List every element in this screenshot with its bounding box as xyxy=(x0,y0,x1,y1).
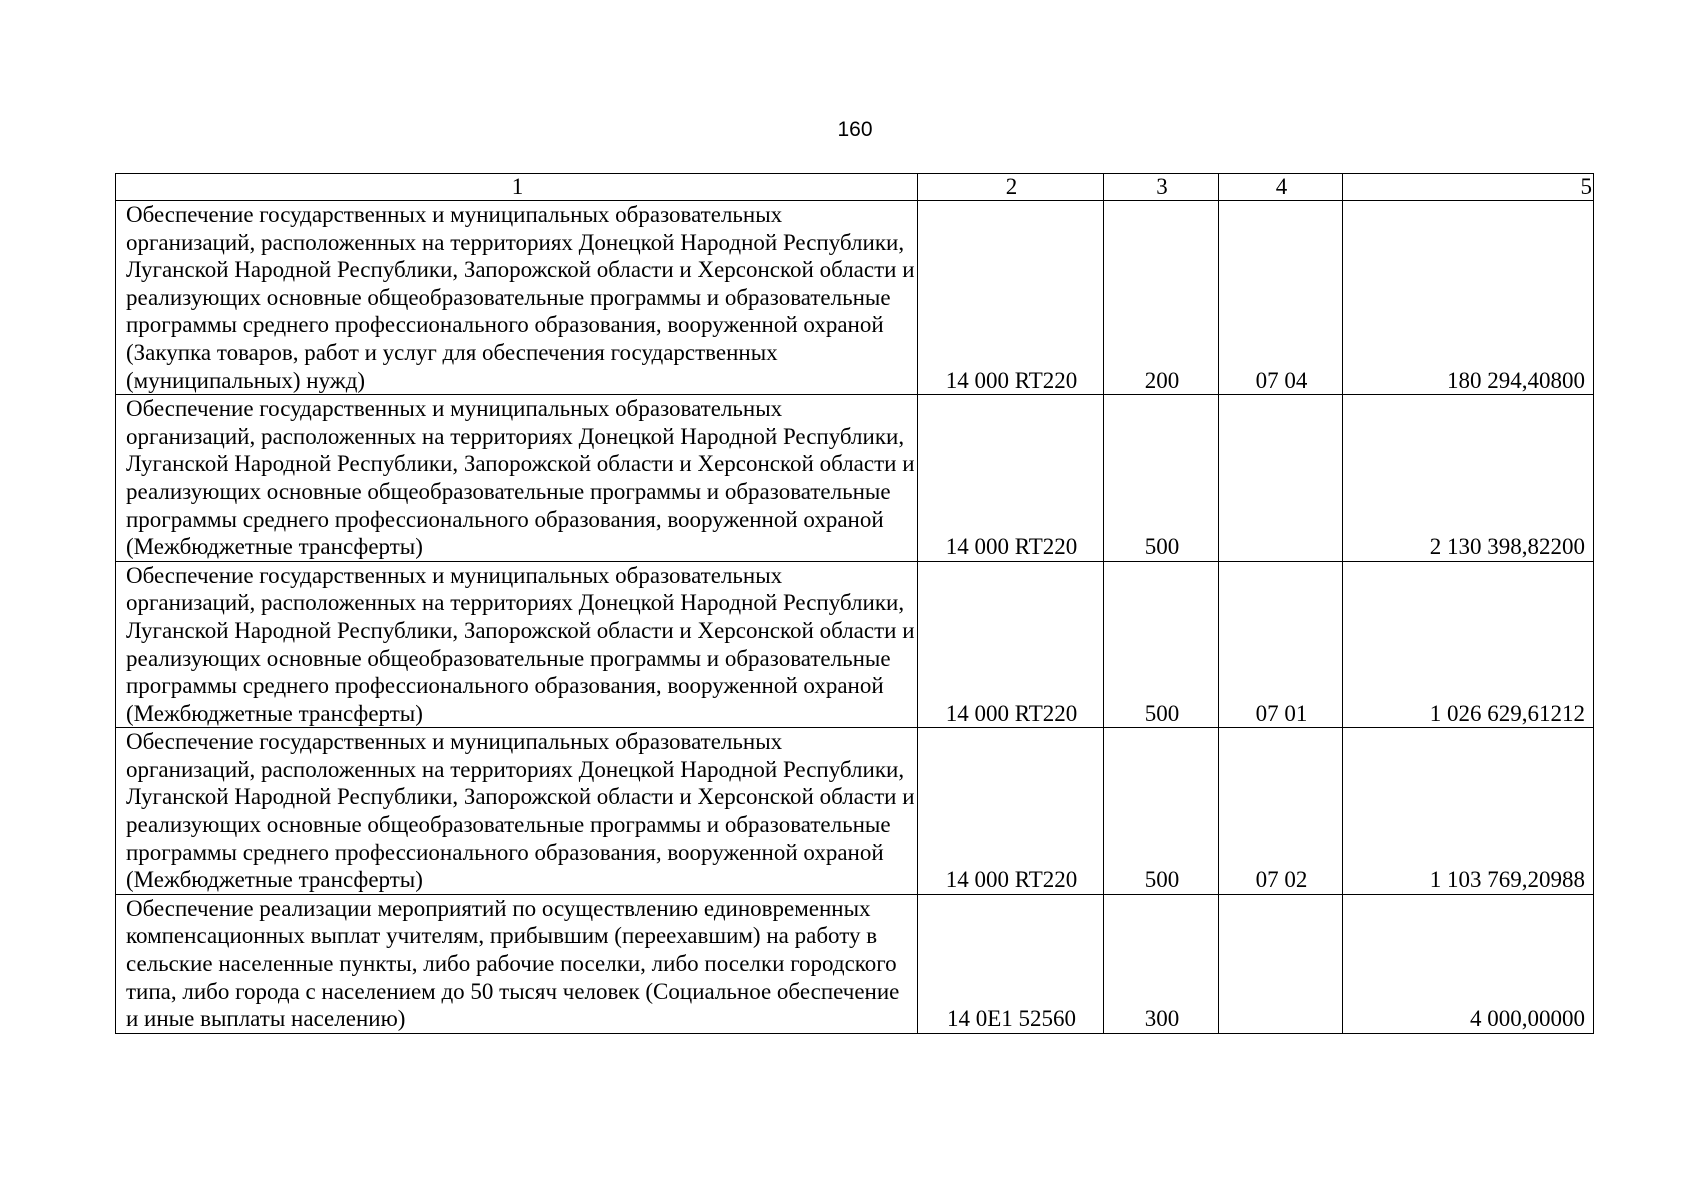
row-expense-group: 500 xyxy=(1104,561,1219,728)
row-expense-group: 200 xyxy=(1104,201,1219,395)
row-target-code: 14 000 RT220 xyxy=(918,395,1104,562)
description-text: Обеспечение реализации мероприятий по осуществлению единовременных компенсационных выплат учителям, прибывшим (переехавшим) на работу в сельские населенные пункты, либо рабочие поселки, либо поселки городского типа, либо города с населением до 50 тысяч человек (Социальное обеспечение и иные выплаты населению) xyxy=(126,895,900,1032)
page-number: 160 xyxy=(837,118,873,141)
header-row xyxy=(116,174,1594,201)
row-description xyxy=(116,728,918,895)
row-section-code xyxy=(1219,395,1343,562)
row-section-code xyxy=(1219,894,1343,1033)
row-amount: 1 026 629,61212 xyxy=(1343,561,1594,728)
row-amount: 4 000,00000 xyxy=(1343,894,1594,1033)
row-expense-group: 500 xyxy=(1104,395,1219,562)
description-text: Обеспечение государственных и муниципальных образовательных организаций, расположенных на территориях Донецкой Народной Республики, Луганской Народной Республики, Запорожской области и Херсонской области и реализующих основные общеобразовательные программы и образовательные программы среднего профессионального образования, вооруженной охраной (Межбюджетные трансферты) xyxy=(126,396,915,560)
row-target-code: 14 000 RT220 xyxy=(918,201,1104,395)
row-section-code: 07 02 xyxy=(1219,728,1343,895)
row-amount: 1 103 769,20988 xyxy=(1343,728,1594,895)
table-row xyxy=(116,894,1594,1033)
column-number-4: 4 xyxy=(1219,174,1343,201)
column-number-1: 1 xyxy=(116,174,918,201)
row-amount: 180 294,40800 xyxy=(1343,201,1594,395)
description-text: Обеспечение государственных и муниципальных образовательных организаций, расположенных на территориях Донецкой Народной Республики, Луганской Народной Республики, Запорожской области и Херсонской области и реализующих основные общеобразовательные программы и образовательные программы среднего профессионального образования, вооруженной охраной (Закупка товаров, работ и услуг для обеспечения государственных (муниципальных) нужд) xyxy=(126,202,915,393)
row-amount: 2 130 398,82200 xyxy=(1343,395,1594,562)
column-number-5: 5 xyxy=(1343,174,1594,201)
row-section-code: 07 04 xyxy=(1219,201,1343,395)
table-row xyxy=(116,728,1594,895)
row-target-code: 14 000 RT220 xyxy=(918,728,1104,895)
row-expense-group: 500 xyxy=(1104,728,1219,895)
column-number-2: 2 xyxy=(918,174,1104,201)
table-row xyxy=(116,561,1594,728)
row-description xyxy=(116,395,918,562)
description-text: Обеспечение государственных и муниципальных образовательных организаций, расположенных на территориях Донецкой Народной Республики, Луганской Народной Республики, Запорожской области и Херсонской области и реализующих основные общеобразовательные программы и образовательные программы среднего профессионального образования, вооруженной охраной (Межбюджетные трансферты) xyxy=(126,729,915,893)
row-expense-group: 300 xyxy=(1104,894,1219,1033)
table-row xyxy=(116,395,1594,562)
row-target-code: 14 000 RT220 xyxy=(918,561,1104,728)
row-description xyxy=(116,561,918,728)
row-target-code: 14 0E1 52560 xyxy=(918,894,1104,1033)
row-description xyxy=(116,894,918,1033)
row-description xyxy=(116,201,918,395)
row-section-code: 07 01 xyxy=(1219,561,1343,728)
table-row xyxy=(116,201,1594,395)
column-number-3: 3 xyxy=(1104,174,1219,201)
description-text: Обеспечение государственных и муниципальных образовательных организаций, расположенных на территориях Донецкой Народной Республики, Луганской Народной Республики, Запорожской области и Херсонской области и реализующих основные общеобразовательные программы и образовательные программы среднего профессионального образования, вооруженной охраной (Межбюджетные трансферты) xyxy=(126,562,915,726)
budget-table xyxy=(115,173,1594,1034)
